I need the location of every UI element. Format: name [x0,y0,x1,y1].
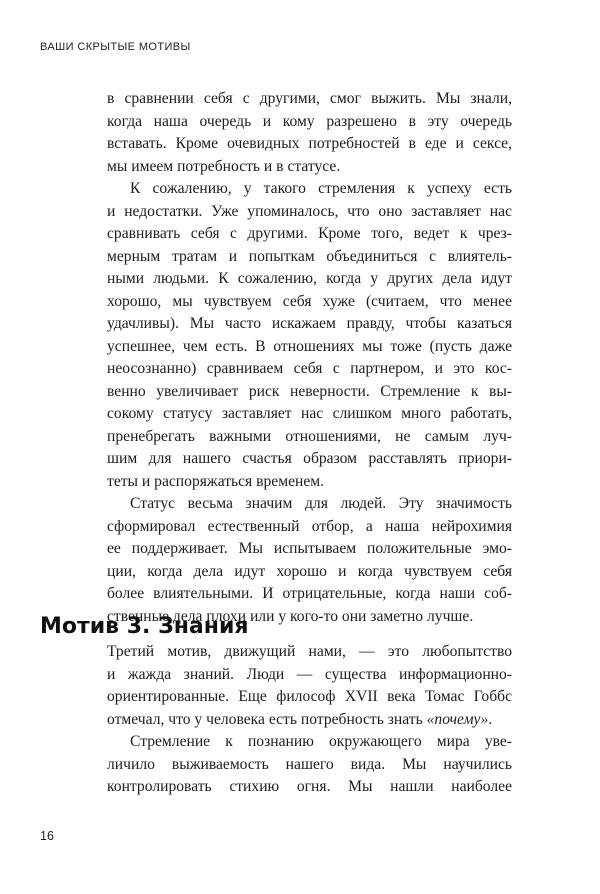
text-line: пренебрегать важными отношениями, не самым луч- [107,427,512,445]
text-line: венно увеличивает риск неверности. Стремление к вы- [107,382,512,400]
text-line: вставать. Кроме очевидных потребностей в еде и сексе, [107,135,512,152]
text-line: ственные дела плохи или у кого-то они заметно лучше. [107,607,474,625]
text-line: Статус весьма значим для людей. Эту значимость [130,495,512,512]
paragraph-curiosity [107,641,512,731]
text-line: более влиятельными. И отрицательные, когда наши соб- [107,585,512,602]
text-line: хорошо, мы чувствуем себя хуже (считаем, что менее [107,292,512,310]
page-number: 16 [40,829,54,843]
body-text-top [107,88,512,628]
paragraph-knowledge-survival [107,731,512,799]
text-line: контролировать стихию огня. Мы нашли наиболее [107,778,512,795]
text-line: К сожалению, у такого стремления к успеху есть [130,180,512,197]
text-line: сравнивать себя с другими. Кроме того, ведет к чрез- [107,225,512,242]
text-line: мерным тратам и попыткам объединиться с влиятель- [107,247,512,265]
text-line: ции, когда дела идут хорошо и когда чувствуем себя [107,562,512,580]
text-line: и недостатки. Уже упоминалось, что оно заставляет нас [107,202,512,220]
text-line: успешнее, чем есть. В отношениях мы тоже (пусть даже [107,337,512,355]
text-line: когда наша очередь и кому разрешено в эту очередь [107,112,512,130]
text-fragment: отмечал, что у человека есть потребность знать [107,710,427,728]
section-heading: Мотив 3. Знания [40,614,249,639]
text-line: в сравнении себя с другими, смог выжить. Мы знали, [107,90,512,107]
text-line: Стремление к познанию окружающего мира уве- [130,733,512,750]
text-line: сокому статусу заставляет нас слишком много работать, [107,405,512,422]
text-line: сформировал естественный отбор, а наша нейрохимия [107,517,512,535]
paragraph-status-end [107,88,512,178]
text-line [107,709,512,732]
text-line: и жажда знаний. Люди — существа информационно- [107,665,512,683]
text-line: неосознанно) сравниваем себя с партнером, и это кос- [107,360,512,377]
text-line: шим для нашего счастья образом расставлять приори- [107,450,512,467]
paragraph-drawbacks [107,178,512,493]
text-line: мы имеем потребность и в статусе. [107,157,341,175]
text-line: ее поддерживает. Мы испытываем положительные эмо- [107,540,512,557]
text-line: ориентированные. Еще философ XVII века Томас Гоббс [107,688,512,705]
running-header: ВАШИ СКРЫТЫЕ МОТИВЫ [40,41,191,53]
emphasis-why: «почему» [426,710,489,728]
paragraph-status-significance [107,493,512,628]
text-line: Третий мотив, движущий нами, — это любопытство [107,643,512,660]
text-fragment: . [488,710,493,728]
text-line: теты и распоряжаться временем. [107,472,325,490]
text-line: удачливы). Мы часто искажаем правду, чтобы казаться [107,315,512,332]
text-line: ными людьми. К сожалению, когда у других дела идут [107,270,512,287]
text-line: личило выживаемость нашего вида. Мы научились [107,755,512,773]
body-text-section [107,641,512,799]
